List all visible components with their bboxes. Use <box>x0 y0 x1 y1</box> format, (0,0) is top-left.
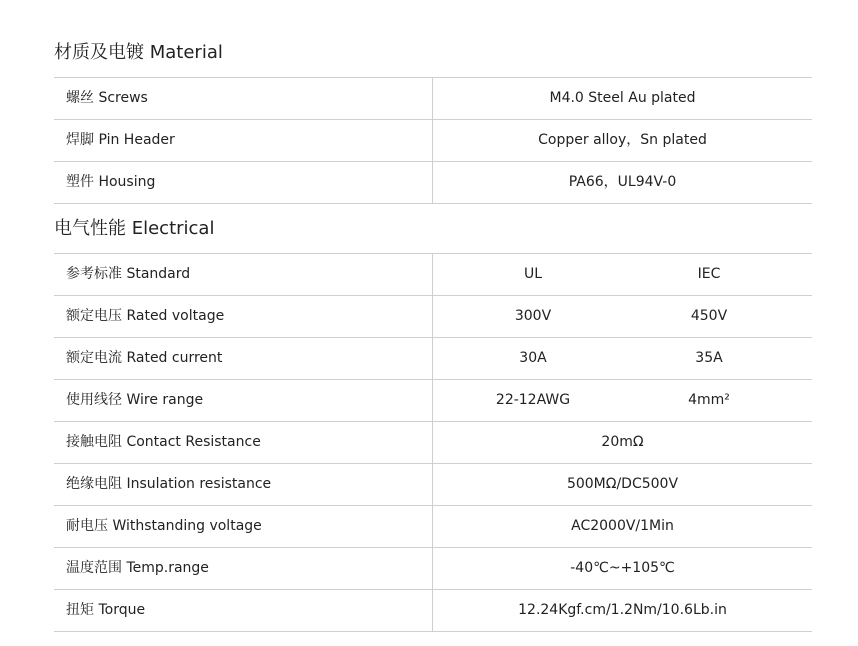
table-row <box>54 464 812 506</box>
material-table <box>54 77 812 204</box>
material-section-title: 材质及电镀 Material <box>54 42 223 63</box>
row-value: AC2000V/1Min <box>571 518 674 534</box>
row-value: 500MΩ/DC500V <box>566 476 679 492</box>
row-value-ul: 300V <box>514 308 552 324</box>
table-row <box>54 254 812 296</box>
row-label: 扭矩 Torque <box>66 602 146 618</box>
table-row <box>54 380 812 422</box>
electrical-section-title: 电气性能 Electrical <box>54 218 215 239</box>
row-value: 20mΩ <box>601 434 644 450</box>
row-value: PA66，UL94V-0 <box>568 174 677 190</box>
table-row <box>54 548 812 590</box>
row-value: M4.0 Steel Au plated <box>549 90 696 106</box>
table-row <box>54 162 812 204</box>
row-value-iec: 4mm² <box>688 392 730 408</box>
row-label: 额定电流 Rated current <box>66 350 223 366</box>
row-value: -40℃~+105℃ <box>570 560 675 576</box>
row-label: 耐电压 Withstanding voltage <box>66 518 262 534</box>
table-row <box>54 78 812 120</box>
table-row <box>54 590 812 632</box>
row-value-iec: IEC <box>697 266 721 282</box>
electrical-table <box>54 253 812 632</box>
row-label: 焊脚 Pin Header <box>66 132 175 148</box>
row-value: Copper alloy，Sn plated <box>538 132 707 148</box>
table-row <box>54 296 812 338</box>
row-label: 使用线径 Wire range <box>66 392 204 408</box>
row-value-ul: UL <box>523 266 543 282</box>
row-label: 绝缘电阻 Insulation resistance <box>66 476 272 492</box>
row-value: 12.24Kgf.cm/1.2Nm/10.6Lb.in <box>518 602 727 618</box>
table-row <box>54 120 812 162</box>
row-value-ul: 22-12AWG <box>495 392 571 408</box>
table-row <box>54 506 812 548</box>
row-label: 塑件 Housing <box>66 174 156 190</box>
row-label: 参考标准 Standard <box>66 266 191 282</box>
row-label: 额定电压 Rated voltage <box>66 308 225 324</box>
table-row <box>54 338 812 380</box>
row-value-ul: 30A <box>519 350 547 366</box>
row-value-iec: 35A <box>695 350 723 366</box>
row-label: 接触电阻 Contact Resistance <box>66 434 261 450</box>
row-value-iec: 450V <box>690 308 728 324</box>
table-row <box>54 422 812 464</box>
row-label: 温度范围 Temp.range <box>66 560 209 576</box>
row-label: 螺丝 Screws <box>66 90 148 106</box>
